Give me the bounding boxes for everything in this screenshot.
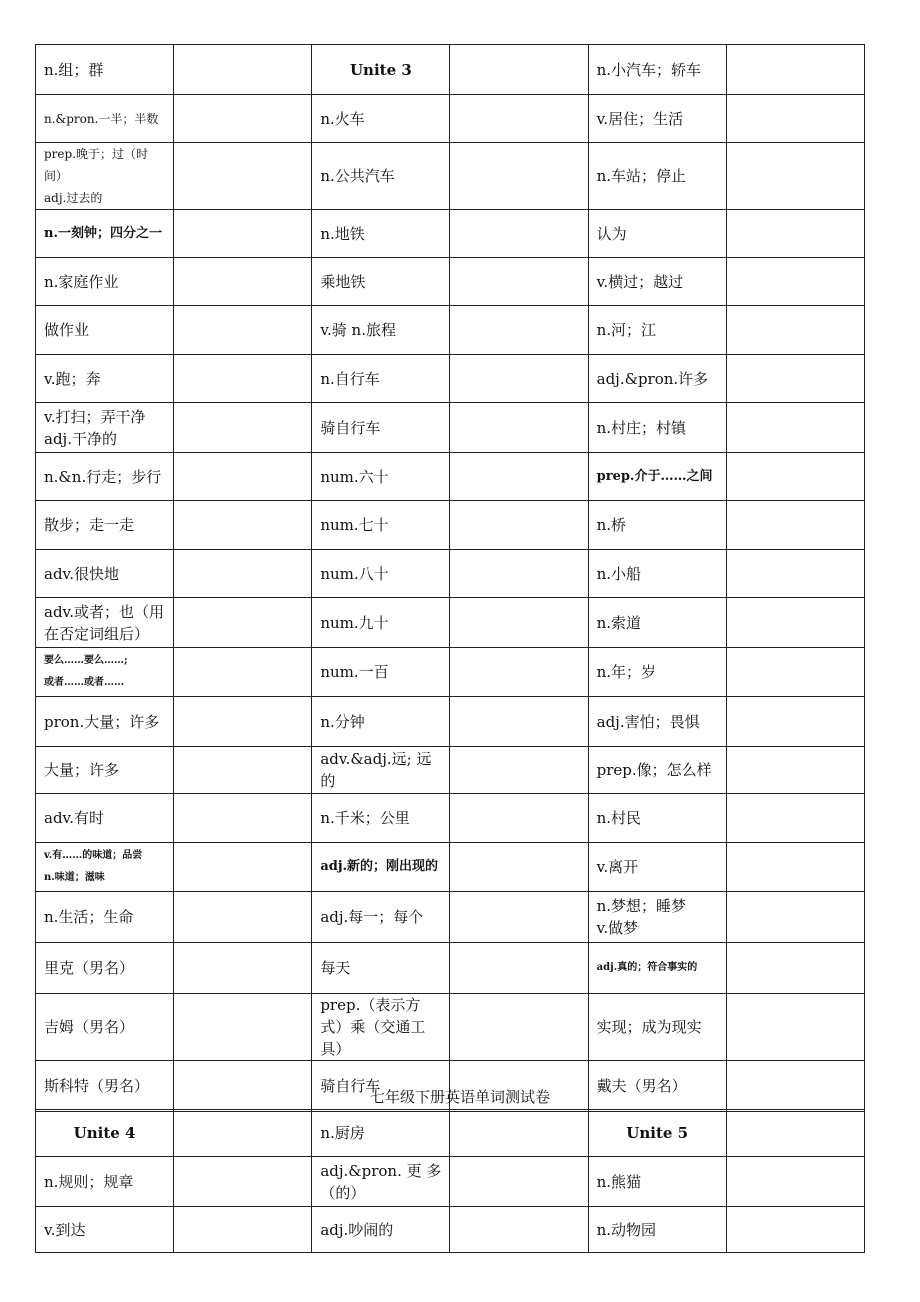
word-cell: n.村民	[588, 794, 726, 843]
answer-cell[interactable]	[450, 843, 588, 892]
answer-cell[interactable]	[450, 453, 588, 501]
word-cell: n.索道	[588, 598, 726, 648]
answer-cell[interactable]	[726, 892, 864, 943]
answer-cell[interactable]	[174, 403, 312, 453]
word-cell: n.规则；规章	[36, 1157, 174, 1207]
answer-cell[interactable]	[174, 843, 312, 892]
word-cell: adj.&pron.许多	[588, 355, 726, 403]
table-row	[36, 648, 865, 697]
table-row	[36, 1157, 865, 1207]
table-row	[36, 453, 865, 501]
word-cell: n.火车	[312, 95, 450, 143]
answer-cell[interactable]	[174, 210, 312, 258]
word-cell: 里克（男名）	[36, 943, 174, 994]
word-cell: 要么……要么……; 或者……或者……	[36, 648, 174, 697]
word-cell: n.桥	[588, 501, 726, 550]
answer-cell[interactable]	[726, 1110, 864, 1157]
word-cell: prep.像；怎么样	[588, 747, 726, 794]
answer-cell[interactable]	[174, 794, 312, 843]
word-cell: 大量；许多	[36, 747, 174, 794]
word-cell: 吉姆（男名）	[36, 994, 174, 1061]
answer-cell[interactable]	[450, 697, 588, 747]
answer-cell[interactable]	[174, 1110, 312, 1157]
answer-cell[interactable]	[450, 258, 588, 306]
word-cell: n.村庄；村镇	[588, 403, 726, 453]
word-cell: num.九十	[312, 598, 450, 648]
word-cell: pron.大量；许多	[36, 697, 174, 747]
answer-cell[interactable]	[726, 843, 864, 892]
answer-cell[interactable]	[726, 95, 864, 143]
answer-cell[interactable]	[726, 747, 864, 794]
table-row	[36, 550, 865, 598]
answer-cell[interactable]	[726, 550, 864, 598]
word-cell: adv.有时	[36, 794, 174, 843]
word-cell: num.一百	[312, 648, 450, 697]
word-cell: 做作业	[36, 306, 174, 355]
word-cell: n.车站；停止	[588, 143, 726, 210]
answer-cell[interactable]	[174, 994, 312, 1061]
answer-cell[interactable]	[726, 501, 864, 550]
word-cell: Unite 3	[312, 45, 450, 95]
word-cell: 散步；走一走	[36, 501, 174, 550]
answer-cell[interactable]	[450, 143, 588, 210]
word-cell: adj.新的；刚出现的	[312, 843, 450, 892]
word-cell: prep.介于……之间	[588, 453, 726, 501]
word-cell: v.居住；生活	[588, 95, 726, 143]
word-cell: adj.吵闹的	[312, 1207, 450, 1253]
answer-cell[interactable]	[450, 45, 588, 95]
word-cell: prep.（表示方式）乘（交通工具）	[312, 994, 450, 1061]
answer-cell[interactable]	[450, 1157, 588, 1207]
answer-cell[interactable]	[450, 598, 588, 648]
word-cell: n.千米；公里	[312, 794, 450, 843]
table-row	[36, 306, 865, 355]
answer-cell[interactable]	[174, 943, 312, 994]
answer-cell[interactable]	[726, 1207, 864, 1253]
word-cell: num.七十	[312, 501, 450, 550]
table-row	[36, 258, 865, 306]
word-cell: 斯科特（男名）	[36, 1061, 174, 1112]
table-row	[36, 45, 865, 95]
word-cell: v.打扫；弄干净 adj.干净的	[36, 403, 174, 453]
answer-cell[interactable]	[450, 892, 588, 943]
test-title: 七年级下册英语单词测试卷	[369, 1088, 550, 1106]
word-cell: n.一刻钟；四分之一	[36, 210, 174, 258]
answer-cell[interactable]	[174, 95, 312, 143]
answer-cell[interactable]	[450, 747, 588, 794]
answer-cell[interactable]	[174, 892, 312, 943]
answer-cell[interactable]	[174, 501, 312, 550]
answer-cell[interactable]	[726, 598, 864, 648]
table-row	[36, 794, 865, 843]
word-cell: n.&pron.一半；半数	[36, 95, 174, 143]
answer-cell[interactable]	[726, 648, 864, 697]
word-cell: n.地铁	[312, 210, 450, 258]
answer-cell[interactable]	[174, 258, 312, 306]
table-row	[36, 143, 865, 210]
word-cell: adv.&adj.远; 远的	[312, 747, 450, 794]
answer-cell[interactable]	[174, 143, 312, 210]
table-row	[36, 403, 865, 453]
word-cell: v.有……的味道；品尝 n.味道；滋味	[36, 843, 174, 892]
word-cell: Unite 5	[588, 1110, 726, 1157]
answer-cell[interactable]	[726, 45, 864, 95]
word-cell: n.家庭作业	[36, 258, 174, 306]
answer-cell[interactable]	[174, 306, 312, 355]
word-cell: n.年；岁	[588, 648, 726, 697]
table-row	[36, 943, 865, 994]
word-cell: n.&n.行走；步行	[36, 453, 174, 501]
word-cell: v.离开	[588, 843, 726, 892]
word-cell: v.骑 n.旅程	[312, 306, 450, 355]
table-row	[36, 95, 865, 143]
answer-cell[interactable]	[450, 210, 588, 258]
table-row	[36, 598, 865, 648]
vocabulary-table-2	[35, 1109, 865, 1253]
answer-cell[interactable]	[450, 648, 588, 697]
answer-cell[interactable]	[726, 143, 864, 210]
answer-cell[interactable]	[726, 453, 864, 501]
word-cell: 戴夫（男名）	[588, 1061, 726, 1112]
answer-cell[interactable]	[450, 95, 588, 143]
word-cell: n.分钟	[312, 697, 450, 747]
answer-cell[interactable]	[726, 943, 864, 994]
word-cell: n.河；江	[588, 306, 726, 355]
word-cell: n.组；群	[36, 45, 174, 95]
word-cell: Unite 4	[36, 1110, 174, 1157]
answer-cell[interactable]	[450, 943, 588, 994]
table-row	[36, 843, 865, 892]
word-cell: num.八十	[312, 550, 450, 598]
word-cell: n.生活；生命	[36, 892, 174, 943]
answer-cell[interactable]	[174, 598, 312, 648]
answer-cell[interactable]	[174, 648, 312, 697]
word-cell: n.动物园	[588, 1207, 726, 1253]
answer-cell[interactable]	[726, 355, 864, 403]
answer-cell[interactable]	[450, 1207, 588, 1253]
word-cell: 认为	[588, 210, 726, 258]
answer-cell[interactable]	[174, 45, 312, 95]
word-cell: n.厨房	[312, 1110, 450, 1157]
answer-cell[interactable]	[726, 1157, 864, 1207]
answer-cell[interactable]	[174, 550, 312, 598]
word-cell: adj.害怕；畏惧	[588, 697, 726, 747]
answer-cell[interactable]	[450, 501, 588, 550]
answer-cell[interactable]	[174, 453, 312, 501]
table-row	[36, 355, 865, 403]
word-cell: adv.或者；也（用在否定词组后）	[36, 598, 174, 648]
word-cell: num.六十	[312, 453, 450, 501]
word-cell: 乘地铁	[312, 258, 450, 306]
answer-cell[interactable]	[726, 210, 864, 258]
word-cell: 每天	[312, 943, 450, 994]
answer-cell[interactable]	[450, 1110, 588, 1157]
answer-cell[interactable]	[450, 794, 588, 843]
answer-cell[interactable]	[450, 550, 588, 598]
word-cell: 骑自行车	[312, 1061, 450, 1112]
word-cell: v.跑；奔	[36, 355, 174, 403]
answer-cell[interactable]	[450, 355, 588, 403]
word-cell: n.梦想；睡梦 v.做梦	[588, 892, 726, 943]
table-row	[36, 994, 865, 1061]
table-row	[36, 1110, 865, 1157]
word-cell: n.公共汽车	[312, 143, 450, 210]
answer-cell[interactable]	[726, 258, 864, 306]
table-row	[36, 697, 865, 747]
answer-cell[interactable]	[174, 1157, 312, 1207]
word-cell: n.小船	[588, 550, 726, 598]
answer-cell[interactable]	[450, 306, 588, 355]
table-row	[36, 892, 865, 943]
table-row	[36, 1207, 865, 1253]
answer-cell[interactable]	[450, 403, 588, 453]
answer-cell[interactable]	[174, 747, 312, 794]
answer-cell[interactable]	[726, 794, 864, 843]
answer-cell[interactable]	[726, 403, 864, 453]
word-cell: v.横过；越过	[588, 258, 726, 306]
vocabulary-table-1	[35, 44, 865, 1112]
word-cell: n.自行车	[312, 355, 450, 403]
answer-cell[interactable]	[174, 1207, 312, 1253]
answer-cell[interactable]	[174, 355, 312, 403]
word-cell: adj.&pron. 更 多（的）	[312, 1157, 450, 1207]
table-row	[36, 501, 865, 550]
table-row	[36, 210, 865, 258]
word-cell: 实现；成为现实	[588, 994, 726, 1061]
answer-cell[interactable]	[174, 697, 312, 747]
word-cell: adj.每一；每个	[312, 892, 450, 943]
answer-cell[interactable]	[450, 994, 588, 1061]
word-cell: v.到达	[36, 1207, 174, 1253]
word-cell: n.小汽车；轿车	[588, 45, 726, 95]
answer-cell[interactable]	[726, 994, 864, 1061]
word-cell: adv.很快地	[36, 550, 174, 598]
word-cell: prep.晚于；过（时间） adj.过去的	[36, 143, 174, 210]
word-cell: n.熊猫	[588, 1157, 726, 1207]
word-cell: adj.真的；符合事实的	[588, 943, 726, 994]
answer-cell[interactable]	[726, 306, 864, 355]
answer-cell[interactable]	[726, 697, 864, 747]
word-cell: 骑自行车	[312, 403, 450, 453]
table-row	[36, 747, 865, 794]
